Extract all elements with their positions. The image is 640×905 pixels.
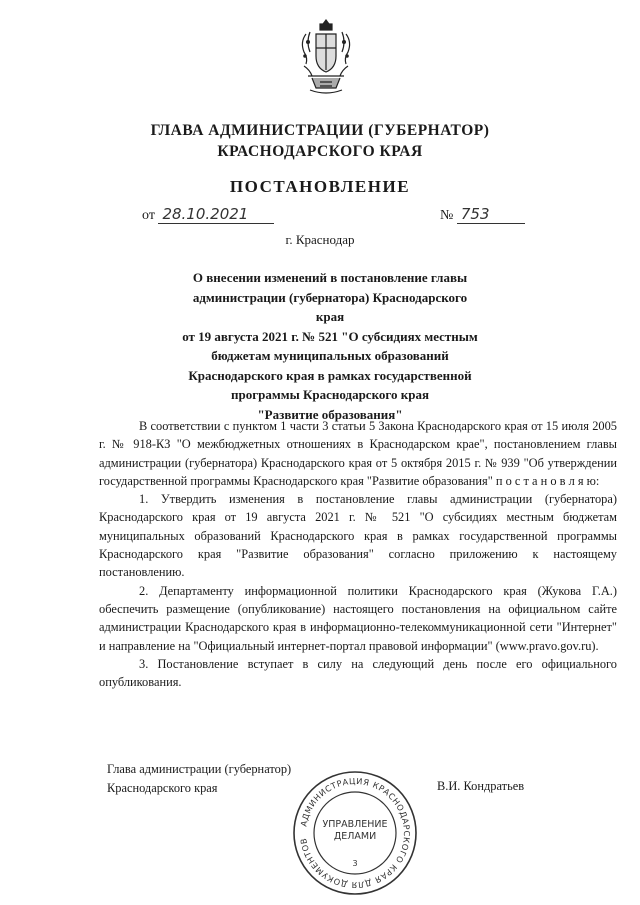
issuer-title-line1: ГЛАВА АДМИНИСТРАЦИИ (ГУБЕРНАТОР): [150, 122, 490, 139]
number-prefix: №: [440, 208, 454, 223]
subject-line: администрации (губернатора) Краснодарского края: [192, 289, 468, 324]
signatory-name: В.И. Кондратьев: [437, 779, 525, 793]
subject-line: "Развитие образования": [257, 406, 403, 422]
handwritten-number: 753: [457, 205, 525, 224]
issuer-title-line2: КРАСНОДАРСКОГО КРАЯ: [217, 143, 423, 160]
subject-line: Краснодарского края в рамках государственной: [188, 367, 472, 383]
clause-2-paragraph: 2. Департаменту информационной политики Краснодарского края (Жукова Г.А.) обеспечить размещение (опубликование) настоящего постановления на официальном сайте администрации Краснодарского края в информационно-телекоммуникационной сети "Интернет" и направление на "Официальный интернет-портал правовой информации" (www.pravo.gov.ru).: [99, 583, 617, 653]
subject-line: от 19 августа 2021 г. № 521 "О субсидиях местным: [182, 328, 478, 344]
document-date: [142, 205, 274, 224]
preamble-paragraph: В соответствии с пунктом 1 части 3 статьи 5 Закона Краснодарского края от 15 июля 2005 г. № 918-КЗ "О межбюджетных отношениях в Краснодарском крае", постановлением главы администрации (губернатора) Краснодарского края от 5 октября 2015 г. № 939 "Об утверждении государственной программы Краснодарского края "Развитие образования" п о с т а н о в л я ю:: [99, 419, 617, 488]
clause-1-paragraph: 1. Утвердить изменения в постановление главы администрации (губернатора) Краснодарского края от 19 августа 2021 г. № 521 "О субсидиях местным бюджетам муниципальных образований Краснодарского края в рамках государственной программы Краснодарского края "Развитие образования" согласно приложению к настоящему постановлению.: [99, 492, 617, 580]
document-type-title: ПОСТАНОВЛЕНИЕ: [229, 177, 411, 196]
stamp-center-line2: ДЕЛАМИ: [333, 831, 377, 842]
clause-3-paragraph: 3. Постановление вступает в силу на следующий день после его официального опубликования.: [99, 656, 617, 690]
signatory-title: [107, 760, 291, 798]
document-subject: [180, 268, 480, 424]
subject-line: программы Краснодарского края: [231, 387, 429, 402]
document-number: [440, 205, 525, 224]
stamp-number: 3: [352, 859, 358, 868]
official-stamp-icon: [291, 769, 419, 897]
coat-of-arms-icon: [296, 16, 356, 96]
date-prefix: от: [142, 208, 155, 223]
signatory-title-line1: Глава администрации (губернатор): [107, 762, 292, 776]
stamp-center-line1: УПРАВЛЕНИЕ: [322, 819, 388, 830]
subject-line: бюджетам муниципальных образований: [211, 348, 449, 363]
signatory-title-line2: Краснодарского края: [107, 781, 218, 795]
stamp-ring-text: АДМИНИСТРАЦИЯ КРАСНОДАРСКОГО КРАЯ ДЛЯ ДОКУМЕНТОВ: [298, 775, 413, 891]
city-line: г. Краснодар: [285, 232, 355, 247]
subject-line: О внесении изменений в постановление главы: [192, 270, 468, 285]
document-body: [99, 417, 617, 691]
handwritten-date: 28.10.2021: [158, 205, 274, 224]
